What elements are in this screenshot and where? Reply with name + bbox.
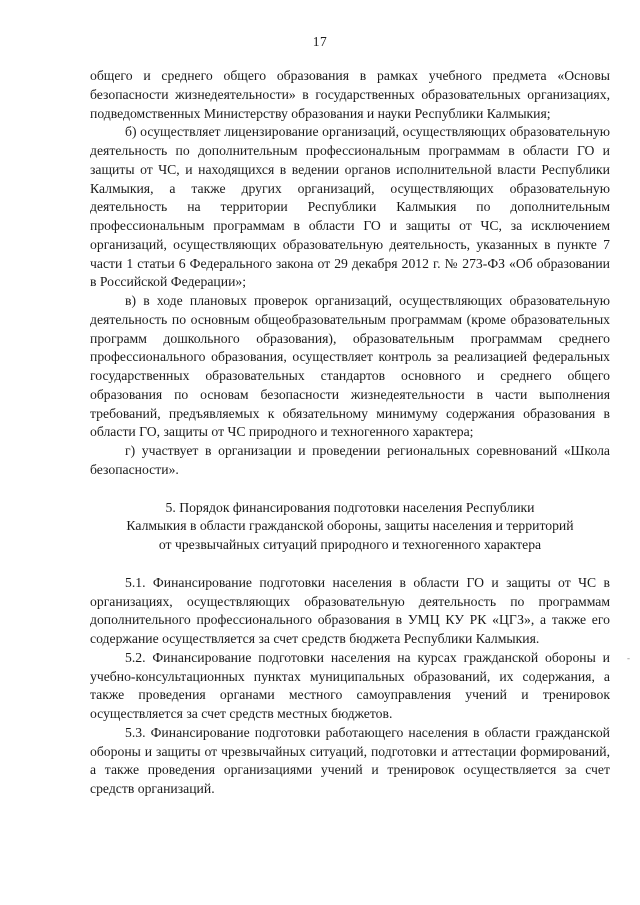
section-heading (90, 499, 610, 555)
spacer (90, 480, 610, 499)
paragraph-5-1: 5.1. Финансирование подготовки населения в области ГО и защиты от ЧС в организациях, осуществляющих образовательную деятельность по программам дополнительного профессионального образования в УМЦ КУ РК «ЦГЗ», а также его содержание осуществляется за счет средств бюджета Республики Калмыкия. (90, 574, 610, 646)
document-body (90, 67, 610, 799)
paragraph-5-2: 5.2. Финансирование подготовки населения на курсах гражданской обороны и учебно-консультационных пунктах муниципальных образований, их содержания, а также проведения органами местного самоуправления учений и тренировок осуществляется за счет средств местных бюджетов. (90, 649, 610, 721)
section-heading-line: от чрезвычайных ситуаций природного и техногенного характера (158, 537, 542, 552)
paragraph-item-b: б) осуществляет лицензирование организаций, осуществляющих образовательную деятельность по дополнительным профессиональным программам в области ГО и защиты от ЧС, и находящихся в ведении органов исполнительной власти Республики Калмыкия, а также других организаций, осуществляющих образовательную деятельность на территории Республики Калмыкия по дополнительным профессиональным программам в области ГО и защиты от ЧС, за исключением организаций, осуществляющих образовательную деятельность, указанных в пункте 7 части 1 статьи 6 Федерального закона от 29 декабря 2012 г. № 273-ФЗ «Об образовании в Российской Федерации»; (90, 124, 610, 290)
section-heading-line: Калмыкия в области гражданской обороны, защиты населения и территорий (126, 518, 574, 534)
spacer (90, 555, 610, 574)
section-heading-line: 5. Порядок финансирования подготовки населения Республики (165, 499, 535, 515)
margin-mark: - (627, 653, 630, 663)
paragraph-item-g: г) участвует в организации и проведении региональных соревнований «Школа безопасности». (90, 443, 610, 477)
page-number: 17 (312, 34, 328, 49)
paragraph-item-v: в) в ходе плановых проверок организаций, осуществляющих образовательную деятельность по основным общеобразовательным программам (кроме образовательных программ дошкольного образования), образовательным программам среднего профессионального образования, осуществляет контроль за реализацией федеральных государственных образовательных стандартов основного и среднего общего образования по основам безопасности жизнедеятельности в части выполнения требований, предъявляемых к обязательному минимуму содержания образования в области ГО, защиты от ЧС природного и техногенного характера; (90, 293, 610, 440)
paragraph-continuation: общего и среднего общего образования в рамках учебного предмета «Основы безопасности жизнедеятельности» в государственных образовательных организациях, подведомственных Министерству образования и науки Республики Калмыкия; (90, 68, 610, 121)
paragraph-5-3: 5.3. Финансирование подготовки работающего населения в области гражданской обороны и защиты от чрезвычайных ситуаций, подготовки и аттестации формирований, а также проведения организациями учений и тренировок осуществляется за счет средств организаций. (90, 724, 610, 796)
